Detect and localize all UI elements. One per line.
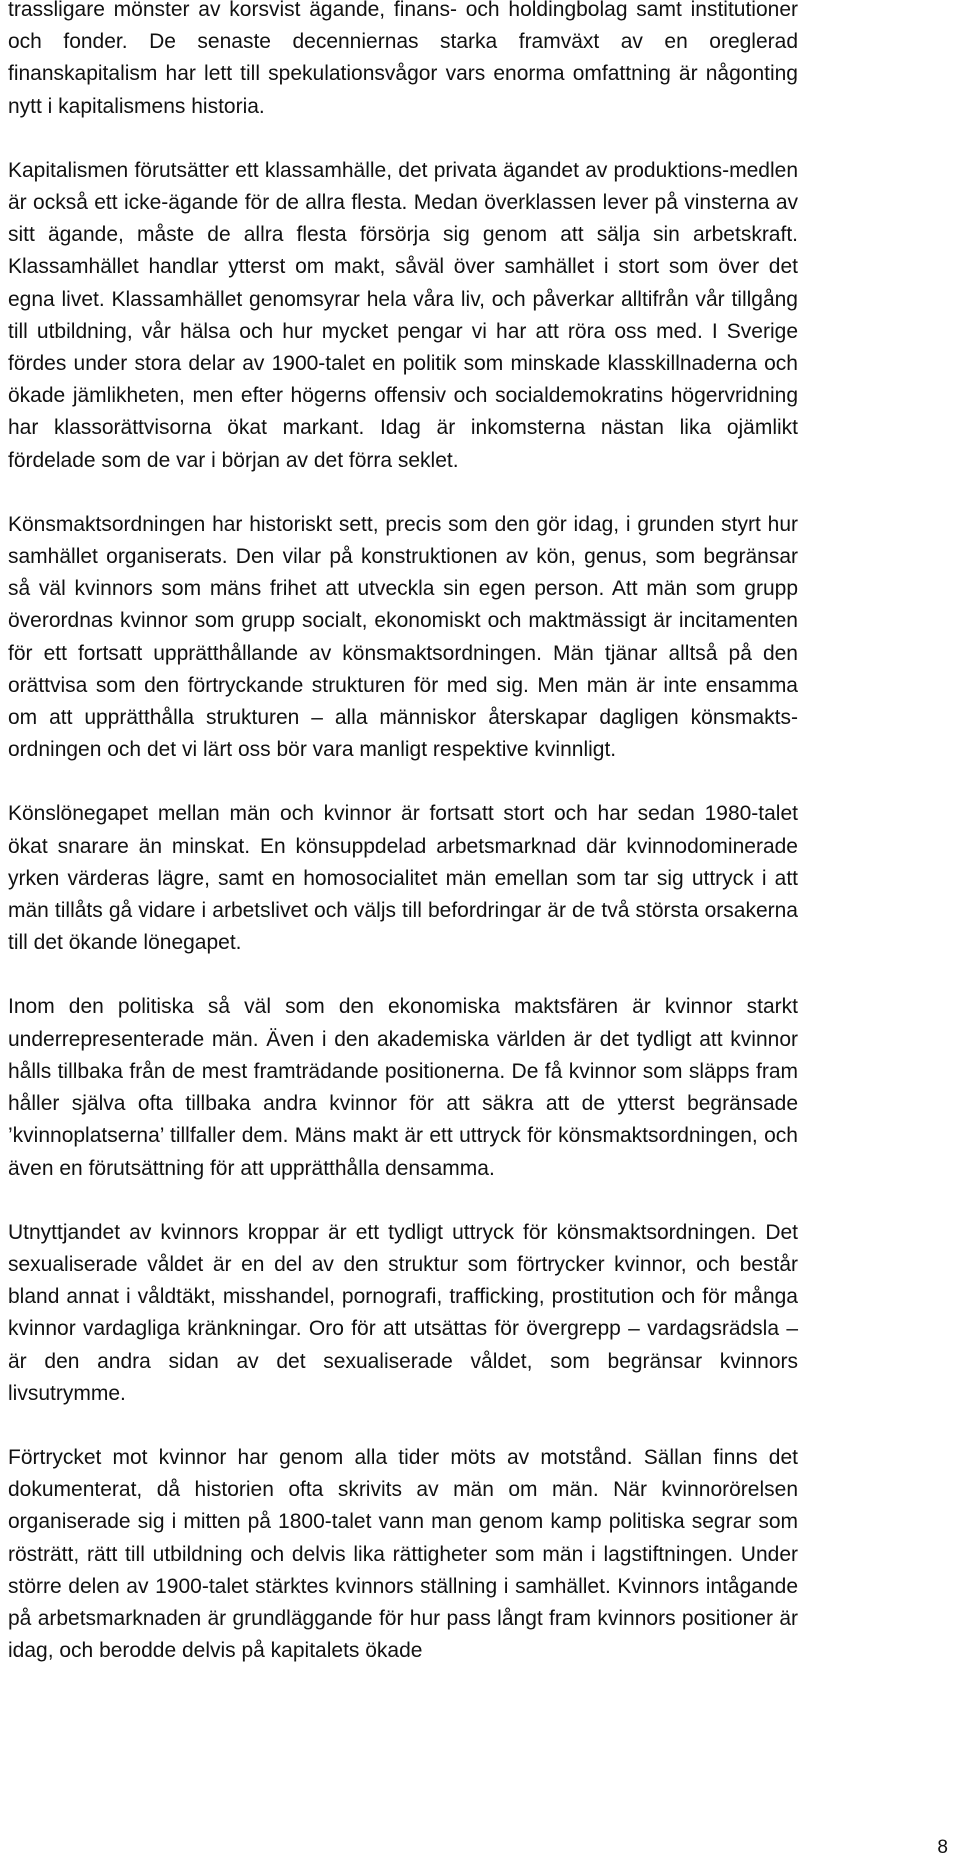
paragraph-4: Könslönegapet mellan män och kvinnor är fortsatt stort och har sedan 1980-talet ökat snarare än minskat. En könsuppdelad arbetsmarknad där kvinnodominerade yrken värderas lägre, samt en homosocialitet män emellan som tar sig uttryck i att män tillåts gå vidare i arbetslivet och väljs till befordringar är de två största orsakerna till det ökande lönegapet. [8,802,798,955]
page-number: 8 [937,1837,948,1858]
document-page [8,0,798,1667]
paragraph-3: Könsmaktsordningen har historiskt sett, precis som den gör idag, i grunden styrt hur samhället organiserats. Den vilar på konstruktionen av kön, genus, som begränsar så väl kvinnors som mäns frihet att utveckla sin egen person. Att män som grupp överordnas kvinnor som grupp socialt, ekonomiskt och maktmässigt är incitamenten för ett fortsatt upprätthållande av könsmaktsordningen. Män tjänar alltså på den orättvisa som den förtryckande strukturen för med sig. Men män är inte ensamma om att upprätthålla strukturen – alla människor återskapar dagligen könsmakts-ordningen och det vi lärt oss bör vara manligt respektive kvinnligt. [8,512,798,762]
paragraph-7: Förtrycket mot kvinnor har genom alla tider möts av motstånd. Sällan finns det dokumenterat, då historien ofta skrivits av män om män. När kvinnorörelsen organiserade sig i mitten på 1800-talet vann man genom kamp politiska segrar som rösträtt, rätt till utbildning och delvis lika rättigheter som män i lagstiftningen. Under större delen av 1900-talet stärktes kvinnors ställning i samhället. Kvinnors intågande på arbetsmarknaden är grundläggande för hur pass långt fram kvinnors positioner är idag, och berodde delvis på kapitalets ökade [8,1445,798,1663]
paragraph-6: Utnyttjandet av kvinnors kroppar är ett tydligt uttryck för könsmaktsordningen. Det sexualiserade våldet är en del av den struktur som förtrycker kvinnor, och består bland annat i våldtäkt, misshandel, pornografi, trafficking, prostitution och för många kvinnor vardagliga kränkningar. Oro för att utsättas för övergrepp – vardagsrädsla – är den andra sidan av det sexualiserade våldet, som begränsar kvinnors livsutrymme. [8,1220,798,1405]
paragraph-1: trassligare mönster av korsvist ägande, finans- och holdingbolag samt institutioner och fonder. De senaste decenniernas starka framväxt av en oreglerad finanskapitalism har lett till spekulationsvågor vars enorma omfattning är någonting nytt i kapitalismens historia. [8,0,798,118]
paragraph-5: Inom den politiska så väl som den ekonomiska maktsfären är kvinnor starkt underrepresenterade män. Även i den akademiska världen är det tydligt att kvinnor hålls tillbaka från de mest framträdande positionerna. De få kvinnor som släpps fram håller själva ofta tillbaka andra kvinnor för att säkra att de ytterst begränsade ’kvinnoplatserna’ tillfaller dem. Mäns makt är ett uttryck för könsmaktsordningen, och även en förutsättning för att upprätthålla densamma. [8,995,798,1180]
paragraph-2: Kapitalismen förutsätter ett klassamhälle, det privata ägandet av produktions-medlen är också ett icke-ägande för de allra flesta. Medan överklassen lever på vinsterna av sitt ägande, måste de allra flesta försörja sig genom att sälja sin arbetskraft. Klassamhället handlar ytterst om makt, såväl över samhället i stort som över det egna livet. Klassamhället genomsyrar hela våra liv, och påverkar alltifrån vår tillgång till utbildning, vår hälsa och hur mycket pengar vi har att röra oss med. I Sverige fördes under stora delar av 1900-talet en politik som minskade klasskillnaderna och ökade jämlikheten, men efter högerns offensiv och socialdemokratins högervridning har klassorättvisorna ökat markant. Idag är inkomsterna nästan lika ojämlikt fördelade som de var i början av det förra seklet. [8,158,798,472]
